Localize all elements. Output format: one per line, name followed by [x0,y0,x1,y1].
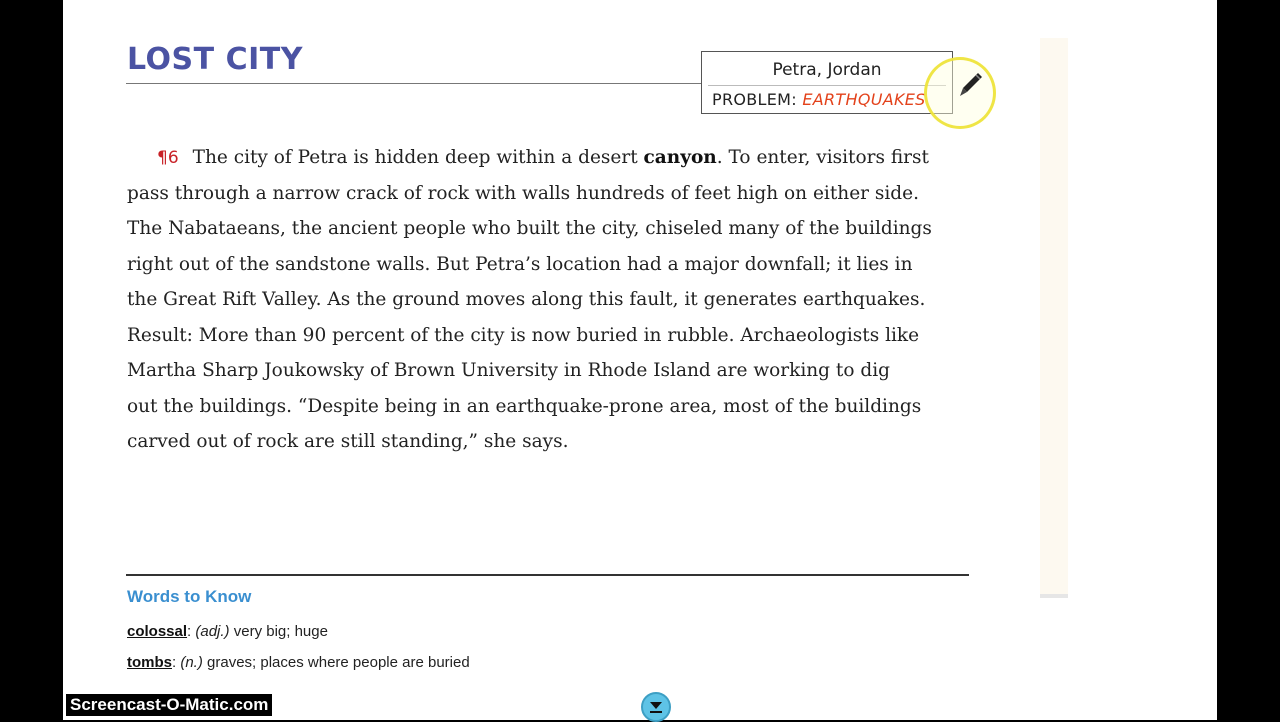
article-title: LOST CITY [127,42,303,77]
vocab-entry: colossal: (adj.) very big; huge [127,623,328,640]
body-line: Martha Sharp Joukowsky of Brown University in Rhode Island are working to dig [127,360,890,381]
location-box-divider [708,85,946,86]
body-line: The Nabataeans, the ancient people who built the city, chiseled many of the buildings [127,218,932,239]
words-to-know-heading: Words to Know [127,587,252,606]
vocab-definition: very big; huge [233,623,328,640]
body-line: Result: More than 90 percent of the city is now buried in rubble. Archaeologists like [127,324,920,346]
vocab-pos: (n.) [180,654,203,671]
body-line: ¶6 The city of Petra is hidden deep within a desert canyon. To enter, visitors first [157,147,929,168]
problem-value: EARTHQUAKES [802,90,926,109]
location-name: Petra, Jordan [772,60,882,80]
body-line: carved out of rock are still standing,” she says. [127,431,569,452]
body-line: pass through a narrow crack of rock with walls hundreds of feet high on either side. [127,182,919,204]
paragraph-marker: ¶6 [157,148,179,168]
location-box [701,51,953,114]
right-margin-strip [1040,38,1068,594]
article-body [127,140,987,460]
problem-line [712,90,926,109]
title-rule [126,83,702,84]
vocab-definition: graves; places where people are buried [207,654,470,671]
vocab-term: tombs [127,654,172,671]
body-line: right out of the sandstone walls. But Petra’s location had a major downfall; it lies in [127,253,913,275]
words-to-know-rule [126,574,969,576]
vocab-pos: (adj.) [195,623,230,640]
problem-label: PROBLEM: [712,90,803,109]
watermark: Screencast-O-Matic.com [66,694,272,716]
vocab-term: colossal [127,623,188,640]
download-arrow-icon [648,699,664,715]
pen-icon [955,70,985,100]
download-button[interactable] [641,692,671,722]
body-line: out the buildings. “Despite being in an earthquake-prone area, most of the buildings [127,395,922,417]
body-line: the Great Rift Valley. As the ground moves along this fault, it generates earthquakes. [127,289,926,310]
vocab-entry: tombs: (n.) graves; places where people are buried [127,654,470,671]
vocab-word: canyon [643,147,717,168]
